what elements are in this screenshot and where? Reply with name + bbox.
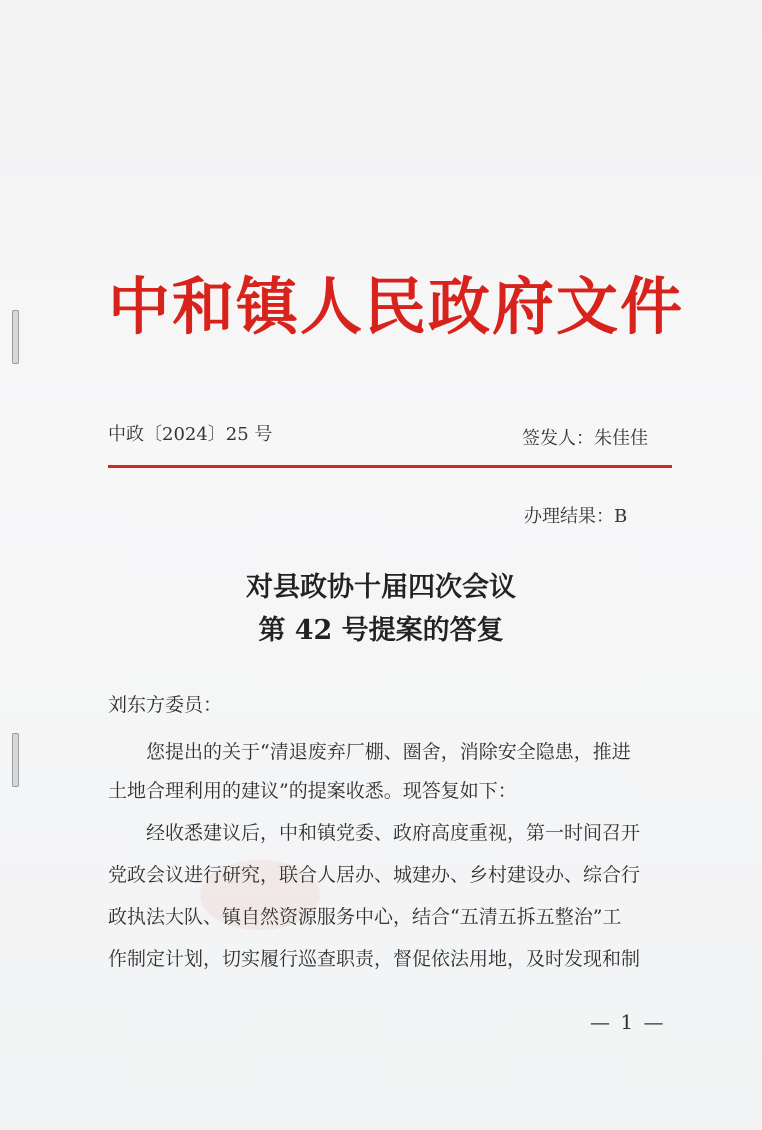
page-number: — 1 — (590, 1010, 666, 1034)
red-divider-rule (108, 465, 672, 468)
document-number: 中政〔2024〕25 号 (108, 424, 273, 445)
handling-result: 办理结果：B (524, 506, 628, 527)
body-line: 经收悉建议后，中和镇党委、政府高度重视，第一时间召开 (108, 822, 641, 844)
body-line: 作制定计划，切实履行巡查职责，督促依法用地，及时发现和制 (108, 948, 641, 970)
masthead-title: 中和镇人民政府文件 (108, 270, 685, 343)
salutation: 刘东方委员： (108, 694, 223, 716)
body-line: 政执法大队、镇自然资源服务中心，结合“五清五拆五整治”工 (108, 906, 622, 928)
reply-title-line-1: 对县政协十届四次会议 (246, 572, 516, 603)
body-line: 土地合理利用的建议”的提案收悉。现答复如下： (108, 780, 517, 802)
signer: 签发人：朱佳佳 (522, 428, 648, 449)
body-line: 您提出的关于“清退废弃厂棚、圈舍，消除安全隐患，推进 (108, 741, 631, 763)
staple-bottom (12, 733, 19, 787)
body-line: 党政会议进行研究，联合人居办、城建办、乡村建设办、综合行 (108, 864, 641, 886)
reply-title-line-2: 第 42 号提案的答复 (258, 615, 504, 646)
staple-top (12, 310, 19, 364)
